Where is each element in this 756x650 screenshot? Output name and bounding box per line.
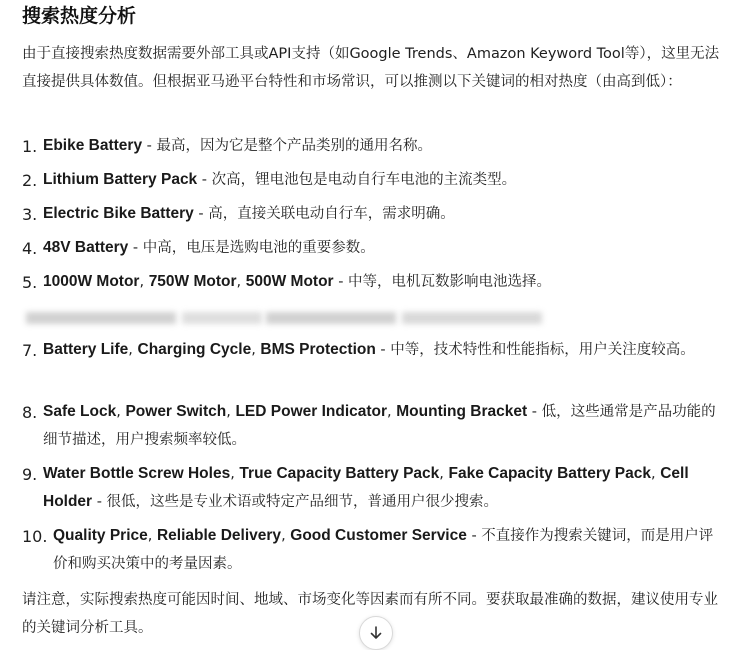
list-item-number: 7. bbox=[22, 341, 38, 360]
list-item bbox=[22, 200, 722, 228]
redacted-list-item bbox=[22, 310, 542, 326]
list-item-number: 4. bbox=[22, 239, 38, 258]
list-item-number: 10. bbox=[22, 527, 48, 546]
list-item-number: 2. bbox=[22, 171, 38, 190]
list-item-number: 8. bbox=[22, 403, 38, 422]
keyword-description: - 高，直接关联电动自行车，需求明确。 bbox=[193, 206, 455, 222]
keyword-term: LED Power Indicator bbox=[235, 403, 388, 420]
list-item bbox=[22, 132, 722, 160]
keyword-term: Power Switch bbox=[125, 403, 227, 420]
keyword-description: - 最高，因为它是整个产品类别的通用名称。 bbox=[142, 138, 433, 154]
keyword-term: Reliable Delivery bbox=[156, 527, 282, 544]
list-item bbox=[22, 166, 722, 194]
keyword-term: True Capacity Battery Pack bbox=[239, 465, 440, 482]
keyword-term: Electric Bike Battery bbox=[43, 205, 194, 222]
list-item-number: 9. bbox=[22, 465, 38, 484]
list-item: 10. Quality Price, Reliable Delivery, Good Customer Service - 不直接作为搜索关键词，而是用户评价和购买决策中的考量因素。 bbox=[22, 522, 722, 578]
keyword-description: - 中高，电压是选购电池的重要参数。 bbox=[128, 240, 375, 256]
list-item: 7. Battery Life, Charging Cycle, BMS Protection - 中等，技术特性和性能指标，用户关注度较高。 bbox=[22, 336, 722, 364]
keyword-description: - 低，这些通常是产品功能的细节描述，用户搜索频率较低。 bbox=[43, 404, 716, 448]
list-item-number: 3. bbox=[22, 205, 38, 224]
keyword-term: 750W Motor bbox=[148, 273, 237, 290]
keyword-term: Battery Life bbox=[43, 341, 129, 358]
keyword-term: Charging Cycle bbox=[137, 341, 252, 358]
keyword-description: - 中等，技术特性和性能指标，用户关注度较高。 bbox=[375, 342, 695, 358]
intro-paragraph: 由于直接搜索热度数据需要外部工具或API支持（如Google Trends、Amazon Keyword Tool等），这里无法直接提供具体数值。但根据亚马逊平台特性和市场常识，可以推测以下关键词的相对热度（由高到低）： bbox=[22, 46, 720, 90]
scroll-to-bottom-button[interactable] bbox=[359, 616, 393, 650]
keyword-term: Lithium Battery Pack bbox=[43, 171, 198, 188]
keyword-term: 1000W Motor bbox=[43, 273, 140, 290]
list-item-number: 1. bbox=[22, 137, 38, 156]
list-item bbox=[22, 234, 722, 262]
keyword-term: Water Bottle Screw Holes bbox=[43, 465, 231, 482]
keyword-description: - 不直接作为搜索关键词，而是用户评价和购买决策中的考量因素。 bbox=[53, 528, 714, 572]
keyword-term: Cell Holder bbox=[43, 465, 689, 510]
keyword-term: Mounting Bracket bbox=[396, 403, 528, 420]
keyword-description: - 次高，锂电池包是电动自行车电池的主流类型。 bbox=[197, 172, 517, 188]
list-item: 5. 1000W Motor, 750W Motor, 500W Motor - 中等，电机瓦数影响电池选择。 bbox=[22, 268, 722, 296]
section-title: 搜索热度分析 bbox=[22, 5, 137, 27]
keyword-description: - 中等，电机瓦数影响电池选择。 bbox=[333, 274, 552, 290]
keyword-term: 48V Battery bbox=[43, 239, 129, 256]
keyword-term: BMS Protection bbox=[260, 341, 376, 358]
keyword-term: Ebike Battery bbox=[43, 137, 143, 154]
keyword-term: Safe Lock bbox=[43, 403, 117, 420]
list-item: 8. Safe Lock, Power Switch, LED Power Indicator, Mounting Bracket - 低，这些通常是产品功能的细节描述，用户搜索频率较低。 bbox=[22, 398, 722, 454]
keyword-term: Good Customer Service bbox=[290, 527, 467, 544]
keyword-description: - 很低，这些是专业术语或特定产品细节，普通用户很少搜索。 bbox=[92, 494, 499, 510]
keyword-term: Quality Price bbox=[53, 527, 148, 544]
arrow-down-icon bbox=[368, 625, 384, 641]
list-item: 9. Water Bottle Screw Holes, True Capacity Battery Pack, Fake Capacity Battery Pack, Cell Holder - 很低，这些是专业术语或特定产品细节，普通用户很少搜索。 bbox=[22, 460, 722, 516]
keyword-term: Fake Capacity Battery Pack bbox=[448, 465, 651, 482]
keyword-term: 500W Motor bbox=[245, 273, 334, 290]
footer-note: 请注意，实际搜索热度可能因时间、地域、市场变化等因素而有所不同。要获取最准确的数据，建议使用专业的关键词分析工具。 bbox=[22, 592, 718, 636]
list-item-number: 5. bbox=[22, 273, 38, 292]
